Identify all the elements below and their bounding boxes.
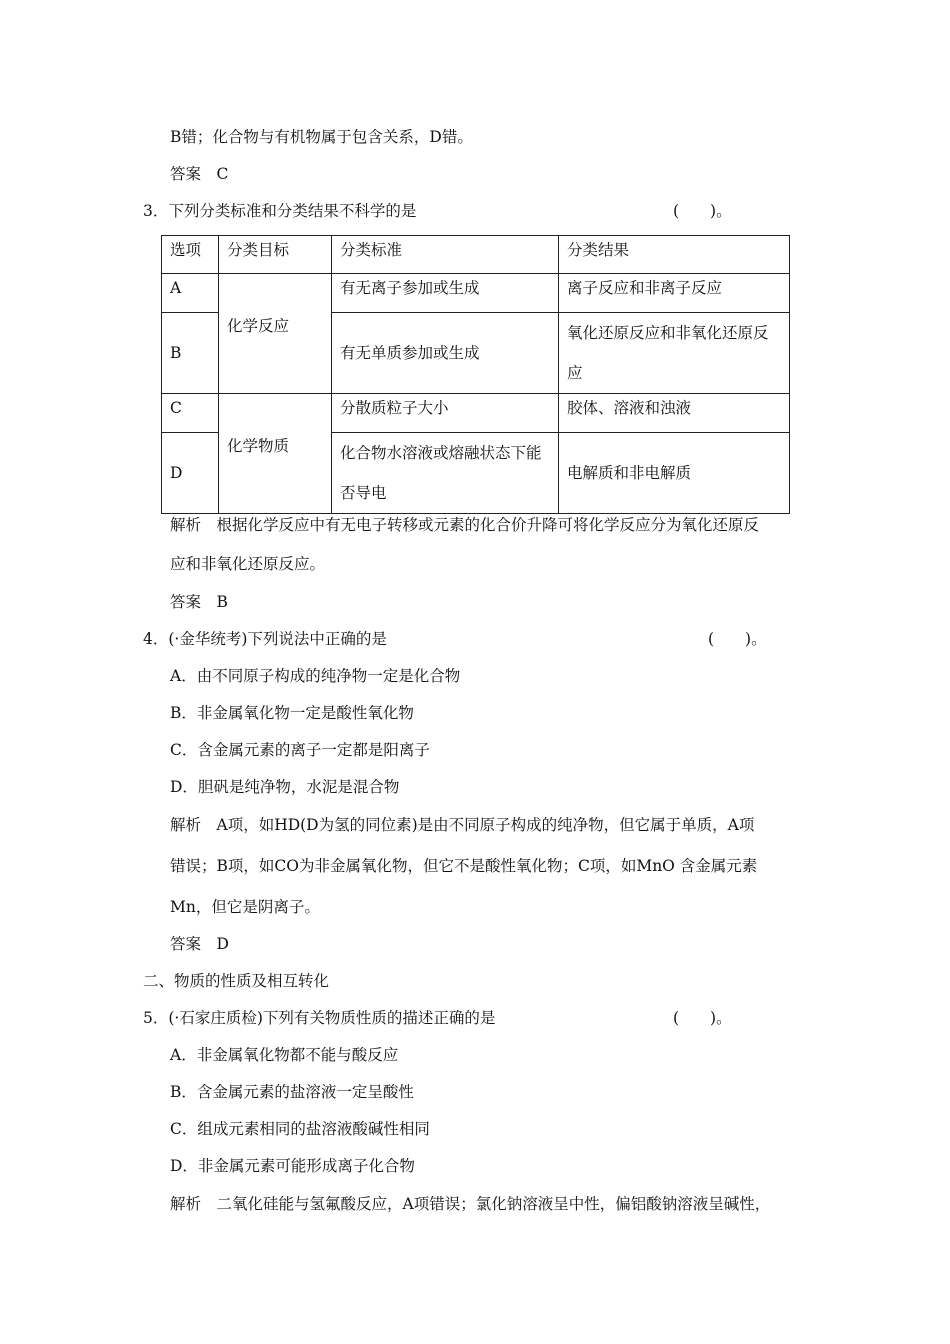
result-cell: 氧化还原反应和非氧化还原反应	[559, 313, 790, 394]
table-header-row	[162, 236, 790, 274]
text-line: B错；化合物与有机物属于包含关系，D错。	[170, 128, 473, 146]
result-cell: 离子反应和非离子反应	[559, 274, 790, 313]
section-heading: 二、物质的性质及相互转化	[143, 972, 330, 990]
answer-line: 答案 D	[170, 935, 229, 953]
answer-bracket: ( )。	[673, 202, 732, 220]
explanation-line: Mn，但它是阴离子。	[170, 898, 320, 916]
target-cell: 化学物质	[219, 394, 332, 514]
option-b: B．非金属氧化物一定是酸性氧化物	[170, 704, 414, 722]
target-cell: 化学反应	[219, 274, 332, 394]
standard-cell: 分散质粒子大小	[332, 394, 559, 433]
answer-bracket: ( )。	[673, 1009, 732, 1027]
standard-cell: 化合物水溶液或熔融状态下能否导电	[332, 433, 559, 514]
header-cell: 分类结果	[559, 236, 790, 274]
option-a: A．非金属氧化物都不能与酸反应	[170, 1046, 399, 1064]
explanation-line: 解析 二氧化硅能与氢氟酸反应，A项错误；氯化钠溶液呈中性，偏铝酸钠溶液呈碱性，	[170, 1195, 771, 1213]
header-cell: 选项	[162, 236, 219, 274]
option-d: D．非金属元素可能形成离子化合物	[170, 1157, 415, 1175]
option-cell: C	[162, 394, 219, 433]
option-d: D．胆矾是纯净物，水泥是混合物	[170, 778, 400, 796]
explanation-line: 解析 根据化学反应中有无电子转移或元素的化合价升降可将化学反应分为氧化还原反	[170, 516, 760, 534]
explanation-line: 解析 A项，如HD(D为氢的同位素)是由不同原子构成的纯净物，但它属于单质，A项	[170, 816, 755, 834]
standard-cell: 有无离子参加或生成	[332, 274, 559, 313]
table-row	[162, 394, 790, 433]
answer-line: 答案 C	[170, 165, 229, 183]
header-cell: 分类目标	[219, 236, 332, 274]
option-cell: D	[162, 433, 219, 514]
option-b: B．含金属元素的盐溶液一定呈酸性	[170, 1083, 414, 1101]
option-c: C．组成元素相同的盐溶液酸碱性相同	[170, 1120, 430, 1138]
option-cell: B	[162, 313, 219, 394]
table-row	[162, 274, 790, 313]
question-3: 3．下列分类标准和分类结果不科学的是	[143, 202, 417, 220]
header-cell: 分类标准	[332, 236, 559, 274]
explanation-line: 错误；B项，如CO为非金属氧化物，但它不是酸性氧化物；C项，如MnO 含金属元素	[170, 857, 758, 875]
option-a: A．由不同原子构成的纯净物一定是化合物	[170, 667, 461, 685]
standard-cell: 有无单质参加或生成	[332, 313, 559, 394]
classification-table	[161, 235, 790, 514]
question-4: 4．(·金华统考)下列说法中正确的是	[143, 630, 387, 648]
result-cell: 电解质和非电解质	[559, 433, 790, 514]
answer-bracket: ( )。	[708, 630, 767, 648]
option-c: C．含金属元素的离子一定都是阳离子	[170, 741, 430, 759]
explanation-line: 应和非氧化还原反应。	[170, 555, 326, 573]
result-cell: 胶体、溶液和浊液	[559, 394, 790, 433]
option-cell: A	[162, 274, 219, 313]
question-5: 5．(·石家庄质检)下列有关物质性质的描述正确的是	[143, 1009, 496, 1027]
answer-line: 答案 B	[170, 593, 228, 611]
